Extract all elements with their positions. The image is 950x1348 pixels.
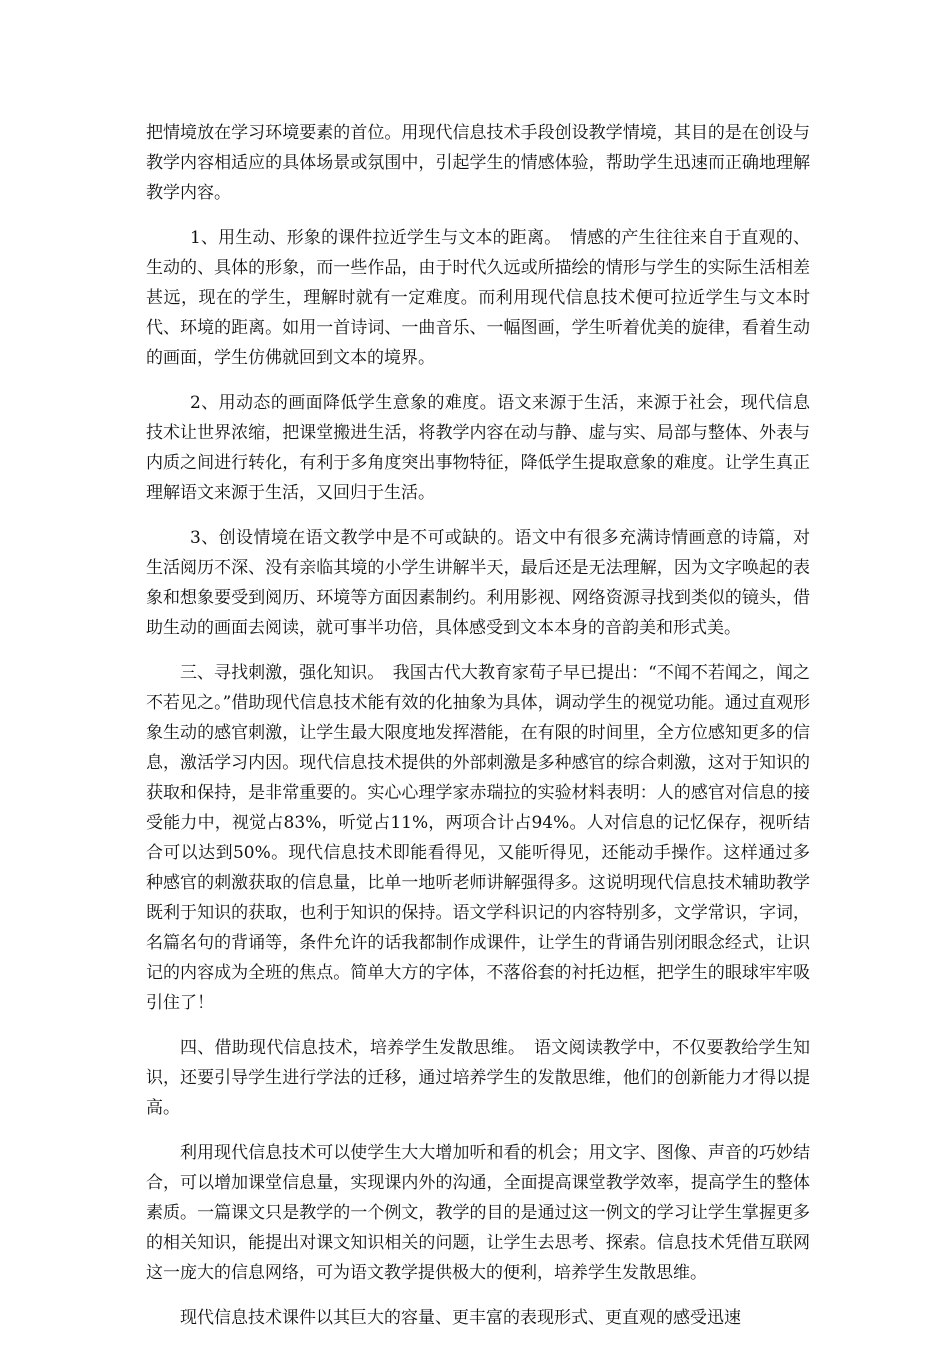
paragraph-section-3: 三、寻找刺激，强化知识。 我国古代大教育家荀子早已提出：“不闻不若闻之，闻之不若见之。”借助现代信息技术能有效的化抽象为具体，调动学生的视觉功能。通过直观形象生动的感官刺激，让学生最大限度地发挥潜能，在有限的时间里，全方位感知更多的信息，激活学习内因。现代信息技术提供的外部刺激是多种感官的综合刺激，这对于知识的获取和保持，是非常重要的。实心心理学家赤瑞拉的实验材料表明：人的感官对信息的接受能力中，视觉占83%，听觉占11%，两项合计占94%。人对信息的记忆保存，视听结合可以达到50%。现代信息技术即能看得见，又能听得见，还能动手操作。这样通过多种感官的刺激获取的信息量，比单一地听老师讲解强得多。这说明现代信息技术辅助教学既利于知识的获取，也利于知识的保持。语文学科识记的内容特别多，文学常识，字词，名篇名句的背诵等，条件允许的话我都制作成课件，让学生的背诵告别闭眼念经式，让识记的内容成为全班的焦点。简单大方的字体，不落俗套的衬托边框，把学生的眼球牢牢吸引住了！ <box>146 663 810 1013</box>
paragraph-point-2: 2、用动态的画面降低学生意象的难度。语文来源于生活，来源于社会，现代信息技术让世界浓缩，把课堂搬进生活，将教学内容在动与静、虚与实、局部与整体、外表与内质之间进行转化，有利于多角度突出事物特征，降低学生提取意象的难度。让学生真正理解语文来源于生活，又回归于生活。 <box>146 393 810 503</box>
paragraph-section-4-detail: 利用现代信息技术可以使学生大大增加听和看的机会；用文字、图像、声音的巧妙结合，可以增加课堂信息量，实现课内外的沟通，全面提高课堂教学效率，提高学生的整体素质。一篇课文只是教学的一个例文，教学的目的是通过这一例文的学习让学生掌握更多的相关知识，能提出对课文知识相关的问题，让学生去思考、探索。信息技术凭借互联网这一庞大的信息网络，可为语文教学提供极大的便利，培养学生发散思维。 <box>146 1143 810 1283</box>
document-body <box>146 118 810 1348</box>
paragraph-continuation: 现代信息技术课件以其巨大的容量、更丰富的表现形式、更直观的感受迅速 <box>180 1308 741 1328</box>
paragraph-intro: 把情境放在学习环境要素的首位。用现代信息技术手段创设教学情境，其目的是在创设与教学内容相适应的具体场景或氛围中，引起学生的情感体验，帮助学生迅速而正确地理解教学内容。 <box>146 123 810 203</box>
paragraph-point-3: 3、创设情境在语文教学中是不可或缺的。语文中有很多充满诗情画意的诗篇，对生活阅历不深、没有亲临其境的小学生讲解半天，最后还是无法理解，因为文字唤起的表象和想象要受到阅历、环境等方面因素制约。利用影视、网络资源寻找到类似的镜头，借助生动的画面去阅读，就可事半功倍，具体感受到文本本身的音韵美和形式美。 <box>146 528 810 638</box>
paragraph-point-1: 1、用生动、形象的课件拉近学生与文本的距离。 情感的产生往往来自于直观的、生动的、具体的形象，而一些作品，由于时代久远或所描绘的情形与学生的实际生活相差甚远，现在的学生，理解时就有一定难度。而利用现代信息技术便可拉近学生与文本时代、环境的距离。如用一首诗词、一曲音乐、一幅图画，学生听着优美的旋律，看着生动的画面，学生仿佛就回到文本的境界。 <box>146 228 810 368</box>
paragraph-section-4: 四、借助现代信息技术，培养学生发散思维。 语文阅读教学中，不仅要教给学生知识，还要引导学生进行学法的迁移，通过培养学生的发散思维，他们的创新能力才得以提高。 <box>146 1038 810 1118</box>
